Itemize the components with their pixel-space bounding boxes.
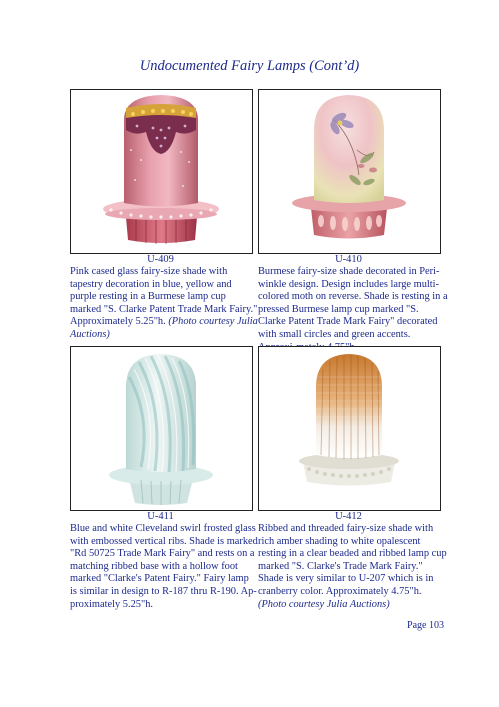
item-description-u411 — [70, 523, 258, 611]
fairy-lamp-image — [71, 90, 252, 253]
item-code-u412: U-412 — [335, 511, 362, 522]
photo-u410 — [258, 89, 441, 254]
photo-u411 — [70, 346, 253, 511]
fairy-lamp-image — [71, 347, 252, 510]
description-text: Burmese fairy-size shade decorated in Peri-winkle design. Design includes large multi-colored moth on reverse. Shade is resting in a pressed Burmese lamp cup marked "S. Clarke Patent Trade Mark Fairy" decorated with small circles and green accents. — [258, 266, 448, 340]
photo-credit: (Photo courtesy Julia Auctions) — [258, 598, 390, 610]
item-code-u411: U-411 — [147, 511, 174, 522]
item-description-u409 — [70, 266, 258, 342]
photo-u409 — [70, 89, 253, 254]
description-text: Blue and white Cleveland swirl frosted glass with embossed vertical ribs. Shade is marked "Rd 50725 Trade Mark Fairy" and rests on a matching ribbed base with a hollow foot marked "Clarke's Patent Fairy." Fairy lamp is similar in design to R-187 thru R-190. Ap-proximately 5.25"h. — [70, 523, 258, 610]
item-code-u410: U-410 — [335, 254, 362, 265]
item-description-u412 — [258, 523, 448, 611]
fairy-lamp-image — [259, 90, 440, 253]
item-code-u409: U-409 — [147, 254, 174, 265]
description-text: Pink cased glass fairy-size shade with tapestry decoration in blue, yellow and purple resting in a Burmese lamp cup marked "S. Clarke Patent Trade Mark Fairy." Approximately 5.25"h. — [70, 266, 258, 328]
description-text: Ribbed and threaded fairy-size shade with rich amber shading to white opalescent resting in a clear beaded and ribbed lamp cup marked "S. Clarke's Trade Mark Fairy." Shade is very similar to U-207 which is in cranberry color. Approximately 4.75"h. — [258, 523, 447, 597]
page-number: Page 103 — [407, 620, 444, 631]
photo-credit: (Photo courtesy Julia Auctions) — [70, 316, 258, 340]
photo-u412 — [258, 346, 441, 511]
item-description-u410 — [258, 266, 448, 354]
fairy-lamp-image — [259, 347, 440, 510]
page-title: Undocumented Fairy Lamps (Cont’d) — [139, 58, 360, 74]
